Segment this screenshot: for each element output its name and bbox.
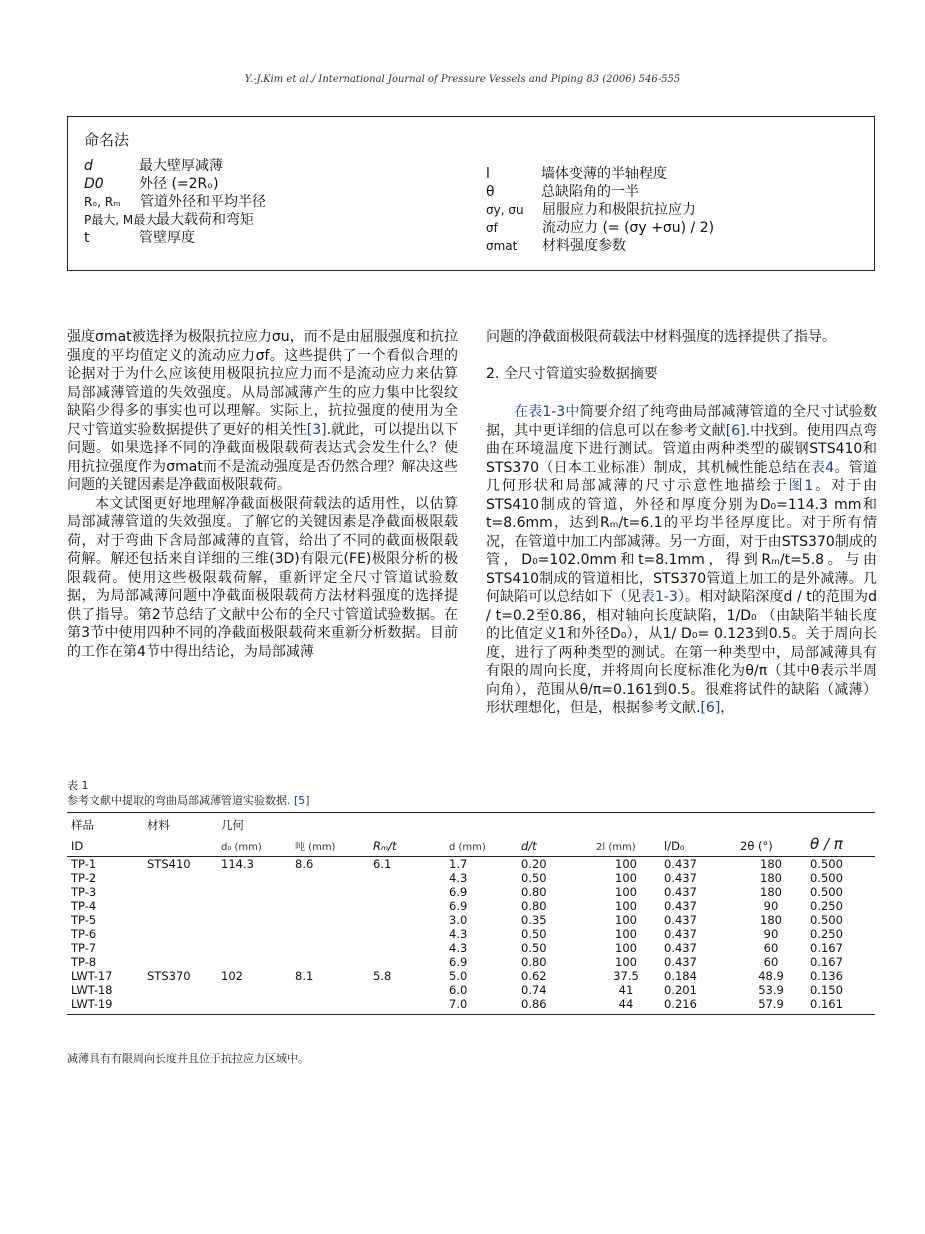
table-cell-l2: 37.5 <box>613 969 639 983</box>
reference-link[interactable]: [6] <box>725 422 746 439</box>
table-cell-rmt <box>369 941 445 955</box>
table-cell-ld: 0.184 <box>664 969 697 983</box>
header-specimen: 样品 <box>67 813 143 835</box>
table-cell-d: 4.3 <box>449 871 468 885</box>
table-cell-t <box>291 955 369 969</box>
table-cell-mat <box>143 983 217 997</box>
reference-link[interactable]: [5] <box>294 794 310 807</box>
left-text-column <box>67 328 458 661</box>
table-cell-l2: 41 <box>618 983 634 997</box>
table-cell-mat: STS410 <box>147 857 191 871</box>
table-cell-id: TP-7 <box>71 941 97 955</box>
table-cell-id: TP-8 <box>71 955 97 969</box>
table-cell-th2: 180 <box>760 857 782 871</box>
section-heading: 2. 全尺寸管道实验数据摘要 <box>486 365 658 382</box>
table-cell-id: TP-3 <box>71 885 97 899</box>
paragraph: 问题的净截面极限荷载法中材料强度的选择提供了指导。 <box>486 329 836 345</box>
table-cell-d0 <box>217 927 291 941</box>
table-cell-id: LWT-19 <box>67 997 143 1015</box>
nomenclature-box <box>67 116 875 271</box>
data-table <box>67 812 875 1015</box>
table-cell-mat: STS370 <box>147 969 191 983</box>
table-link[interactable]: 在表1-3中 <box>514 404 580 420</box>
nomenclature-entry: t 管壁厚度 <box>84 230 195 246</box>
table-cell-d: 3.0 <box>449 913 468 927</box>
paragraph: 本文试图更好地理解净截面极限荷载法的适用性，以估算局部减薄管道的失效强度。了解它的关键因素是净截面极限载荷，对于弯曲下含局部减薄的直管，给出了不同的截面极限载荷解。解还包括来自详细的三维(3D)有限元(FE)极限分析的极限载荷。使用这些极限载荷解，重新评定全尺寸管道试验数据，为局部减薄问题中净截面极限载荷方法材料强度的选择提供了指导。第2节总结了文献中公布的全尺寸管道试验数据。在第3节中使用四种不同的净截面极限载荷来重新分析数据。目前的工作在第4节中得出结论，为局部减薄 <box>67 495 458 660</box>
table-row <box>67 885 875 899</box>
table-cell-l2: 100 <box>615 955 637 969</box>
table-cell-th2: 60 <box>763 941 779 955</box>
table-link[interactable]: 表4 <box>810 459 835 476</box>
table-cell-d0 <box>217 913 291 927</box>
table-cell-id: LWT-17 <box>71 969 113 983</box>
table-cell-th2: 90 <box>763 899 779 913</box>
table-cell-dt: 0.80 <box>521 955 547 969</box>
header-material: 材料 <box>143 813 217 835</box>
table-cell-t <box>291 913 369 927</box>
nomenclature-right-column <box>486 165 714 255</box>
table-cell-rmt <box>369 871 445 885</box>
table-cell-d0 <box>217 871 291 885</box>
table-cell-t <box>291 885 369 899</box>
table-cell-mat <box>143 885 217 899</box>
reference-link[interactable]: [3] <box>306 421 327 438</box>
table-cell-ld: 0.437 <box>664 927 697 941</box>
table-footnote: 减薄具有有限周向长度并且位于抗拉应力区域中。 <box>67 1052 309 1065</box>
table-cell-dt: 0.62 <box>521 969 547 983</box>
header-2l: 2l (mm) <box>592 834 660 857</box>
table-cell-tp: 0.250 <box>810 899 843 913</box>
nomenclature-entry: P最大, M最大 最大载荷和弯矩 <box>84 212 254 228</box>
table-cell-mat <box>143 997 217 1015</box>
table-cell-t <box>291 871 369 885</box>
table-cell-l2: 100 <box>615 871 637 885</box>
table-cell-d: 6.0 <box>449 983 468 997</box>
table-cell-d0 <box>217 885 291 899</box>
table-cell-d0: 102 <box>221 969 243 983</box>
table-cell-mat <box>143 899 217 913</box>
table-cell-ld: 0.437 <box>664 941 697 955</box>
table-cell-mat <box>143 941 217 955</box>
table-cell-tp: 0.500 <box>810 913 843 927</box>
table-cell-mat <box>143 927 217 941</box>
table-cell-tp: 0.500 <box>810 885 843 899</box>
figure-link[interactable]: 图1 <box>788 478 814 494</box>
table-cell-mat <box>143 955 217 969</box>
table-caption-text: 参考文献中提取的弯曲局部减薄管道实验数据. <box>67 794 291 807</box>
table-cell-id: TP-6 <box>71 927 97 941</box>
table-row <box>67 997 875 1015</box>
table-row <box>67 941 875 955</box>
table-cell-l2: 100 <box>615 899 637 913</box>
table-cell-d: 6.9 <box>449 899 468 913</box>
table-cell-th2: 60 <box>763 955 779 969</box>
table-cell-d0 <box>217 941 291 955</box>
table-cell-ld: 0.216 <box>660 997 736 1015</box>
table-cell-dt: 0.80 <box>521 885 547 899</box>
table-cell-id: TP-2 <box>71 871 97 885</box>
table-cell-dt: 0.80 <box>521 899 547 913</box>
table-cell-rmt <box>369 899 445 913</box>
table-cell-id: TP-5 <box>71 913 97 927</box>
paragraph: 强度σmat被选择为极限抗拉应力σu，而不是由屈服强度和抗拉强度的平均值定义的流动应力σf。这些提供了一个看似合理的论据对于为什么应该使用极限抗拉应力而不是流动应力来估算局部减薄管道的失效强度。从局部减薄产生的应力集中比裂纹缺陷少得多的事实也可以理解。实际上，抗拉强度的使用为全尺寸管道实验数据提供了更好的相关性[3].就此，可以提出以下问题。如果选择不同的净截面极限载荷表达式会发生什么？使用抗拉强度作为σmat而不是流动强度是否仍然合理？解决这些问题的关键因素是净截面极限载荷。 <box>67 329 459 493</box>
table-cell-d: 1.7 <box>449 857 468 871</box>
table-cell-l2: 100 <box>615 927 637 941</box>
header-theta-pi: θ / π <box>806 834 875 857</box>
table-cell-th2: 90 <box>763 927 779 941</box>
table-cell-t: 8.6 <box>295 857 314 871</box>
table-cell-dt: 0.50 <box>521 941 547 955</box>
reference-link[interactable]: [6] <box>700 700 721 716</box>
table-label: 表 1 <box>67 779 89 792</box>
table-cell-ld: 0.201 <box>664 983 697 997</box>
table-cell-dt: 0.50 <box>521 927 547 941</box>
table-cell-tp: 0.150 <box>810 983 843 997</box>
running-header: Y.-J.Kim et al./ International Journal of Pressure Vessels and Piping 83 (2006) 546-555 <box>244 74 681 85</box>
table-cell-d0: 114.3 <box>221 857 254 871</box>
table-cell-rmt: 6.1 <box>373 857 392 871</box>
header-2theta: 2θ (°) <box>736 834 806 857</box>
table-cell-l2: 100 <box>615 857 637 871</box>
nomenclature-entry: l 墙体变薄的半轴程度 <box>486 166 667 182</box>
nomenclature-title: 命名法 <box>84 131 130 149</box>
header-l-d0: l/D₀ <box>660 834 736 857</box>
table-cell-t <box>291 997 369 1015</box>
paragraph: 在表1-3中简要介绍了纯弯曲局部减薄管道的全尺寸试验数据，其中更详细的信息可以在参考文献[6].中找到。使用四点弯曲在环境温度下进行测试。管道由两种类型的碳钢STS410和STS370（日本工业标准）制成，其机械性能总结在表4。管道几何形状和局部减薄的尺寸示意性地描绘于图1。对于由STS410制成的管道，外径和厚度分别为D₀=114.3 mm和t=8.6mm，达到Rₘ/t=6.1的平均半径厚度比。对于所有情况，在管道中加工内部减薄。另一方面，对于由STS370制成的管，D₀=102.0mm和t=8.1mm，得到Rₘ/t=5.8。与由STS410制成的管道相比，STS370管道上加工的是外减薄。几何缺陷可以总结如下（见表1-3）。相对缺陷深度d / t的范围为d / t=0.2至0.86，相对轴向长度缺陷，1/D₀ （由缺陷半轴长度的比值定义1和外径D₀），从1/ D₀= 0.123到0.5。关于周向长度，进行了两种类型的测试。在第一种类型中，局部减薄具有有限的周向长度，并将周向长度标准化为θ/π（其中θ表示半周向角），范围从θ/π=0.161到0.5。很难将试件的缺陷（减薄）形状理想化，但是，根据参考文献.[6]， <box>486 404 878 716</box>
header-id: ID <box>67 834 143 857</box>
table-cell-tp: 0.500 <box>810 871 843 885</box>
header-geometry: 几何 <box>217 813 875 835</box>
table-row <box>67 983 875 997</box>
table-cell-ld: 0.437 <box>664 955 697 969</box>
nomenclature-entry: D0 外径 (=2Rₒ) <box>84 176 219 192</box>
table-row <box>67 899 875 913</box>
header-wall: 吨 (mm) <box>291 834 369 857</box>
table-row <box>67 969 875 983</box>
table-cell-dt: 0.20 <box>521 857 547 871</box>
table-cell-id: LWT-18 <box>71 983 113 997</box>
table-cell-tp: 0.161 <box>806 997 875 1015</box>
right-text-column <box>486 328 877 718</box>
nomenclature-entry: σy, σu 屈服应力和极限抗拉应力 <box>486 202 696 218</box>
table-cell-th2: 180 <box>760 885 782 899</box>
table-cell-id: TP-1 <box>71 857 97 871</box>
table-cell-rmt <box>369 885 445 899</box>
table-cell-t <box>291 941 369 955</box>
table-cell-l2: 100 <box>615 941 637 955</box>
nomenclature-entry: Rₒ, Rₘ 管道外径和平均半径 <box>84 194 266 210</box>
header-d0: d₀ (mm) <box>217 834 291 857</box>
table-cell-tp: 0.167 <box>810 955 843 969</box>
table-cell-rmt <box>369 927 445 941</box>
table-cell-l2: 100 <box>615 913 637 927</box>
table-cell-mat <box>143 913 217 927</box>
table-cell-d0 <box>217 983 291 997</box>
table-cell-dt: 0.50 <box>521 871 547 885</box>
table-cell-id: TP-4 <box>71 899 97 913</box>
table-cell-ld: 0.437 <box>664 857 697 871</box>
table-cell-ld: 0.437 <box>664 871 697 885</box>
table-cell-tp: 0.136 <box>810 969 843 983</box>
table-cell-t <box>291 983 369 997</box>
table-cell-rmt: 5.8 <box>373 969 392 983</box>
table-cell-th2: 57.9 <box>736 997 806 1015</box>
table-cell-d: 4.3 <box>449 941 468 955</box>
table-row <box>67 857 875 872</box>
table-cell-tp: 0.250 <box>810 927 843 941</box>
table-row <box>67 955 875 969</box>
table-cell-th2: 180 <box>760 871 782 885</box>
table-row <box>67 871 875 885</box>
table-row <box>67 927 875 941</box>
header-d: d (mm) <box>445 834 517 857</box>
nomenclature-left-column <box>84 157 266 247</box>
table-cell-t <box>291 899 369 913</box>
nomenclature-entry: σf 流动应力 (= (σy +σu) / 2) <box>486 220 715 236</box>
table-row <box>67 913 875 927</box>
table-cell-d: 6.9 <box>449 885 468 899</box>
table-cell-d0 <box>217 899 291 913</box>
table-cell-d: 7.0 <box>445 997 517 1015</box>
header-d-t: d/t <box>517 834 592 857</box>
table-cell-dt: 0.35 <box>521 913 547 927</box>
table-cell-d: 5.0 <box>449 969 468 983</box>
table-cell-d0 <box>217 997 291 1015</box>
table-cell-mat <box>143 871 217 885</box>
table-cell-rmt <box>369 997 445 1015</box>
table-cell-ld: 0.437 <box>664 913 697 927</box>
table-cell-d0 <box>217 955 291 969</box>
table-caption <box>67 778 310 808</box>
table-cell-t: 8.1 <box>295 969 314 983</box>
table-cell-tp: 0.167 <box>810 941 843 955</box>
table-cell-d: 4.3 <box>449 927 468 941</box>
table-cell-ld: 0.437 <box>664 885 697 899</box>
table-cell-th2: 53.9 <box>758 983 784 997</box>
header-rm-t: Rₘ/t <box>369 834 445 857</box>
table-cell-l2: 100 <box>615 885 637 899</box>
nomenclature-entry: σmat 材料强度参数 <box>486 238 626 254</box>
table-cell-d: 6.9 <box>449 955 468 969</box>
nomenclature-entry: d 最大壁厚减薄 <box>84 158 223 174</box>
table-cell-th2: 180 <box>760 913 782 927</box>
table-cell-rmt <box>369 913 445 927</box>
table-cell-t <box>291 927 369 941</box>
table-cell-ld: 0.437 <box>664 899 697 913</box>
table-cell-rmt <box>369 955 445 969</box>
table-cell-tp: 0.500 <box>810 857 843 871</box>
table-link[interactable]: 表1-3 <box>640 589 678 605</box>
table-cell-l2: 44 <box>592 997 660 1015</box>
table-cell-th2: 48.9 <box>758 969 784 983</box>
table-cell-dt: 0.86 <box>517 997 592 1015</box>
nomenclature-entry: θ 总缺陷角的一半 <box>486 184 639 200</box>
table-cell-rmt <box>369 983 445 997</box>
table-cell-dt: 0.74 <box>521 983 547 997</box>
